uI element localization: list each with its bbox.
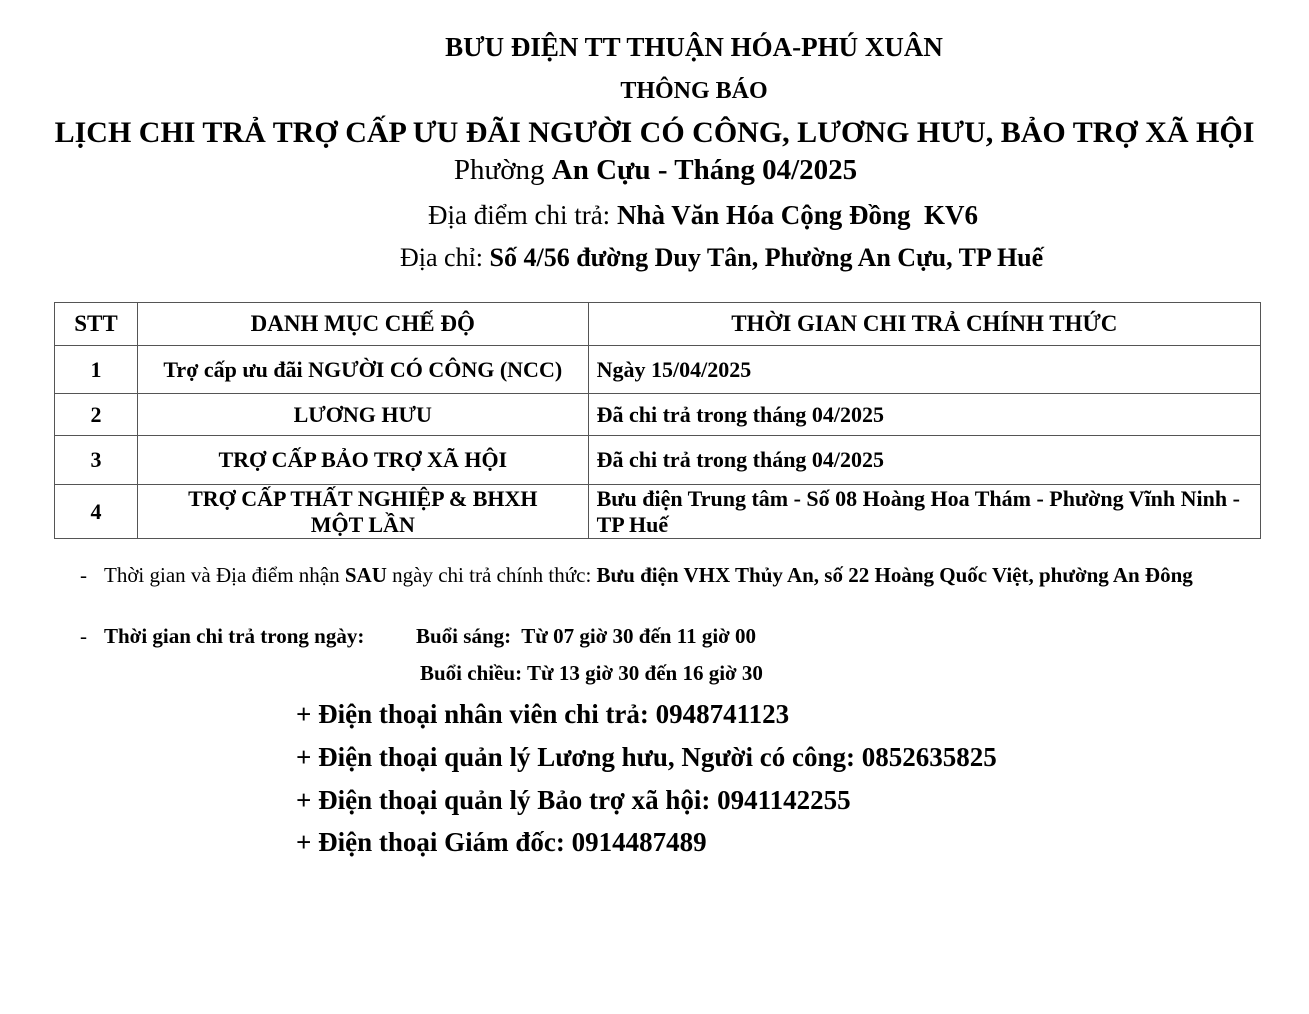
after-payment-note: [80, 562, 1270, 589]
column-header-time: THỜI GIAN CHI TRẢ CHÍNH THỨC: [588, 303, 1260, 346]
director-phone: + Điện thoại Giám đốc: 0914487489: [296, 827, 707, 857]
daily-hours-label: Thời gian chi trả trong ngày:: [104, 624, 365, 648]
after-payment-location: Bưu điện VHX Thủy An, số 22 Hoàng Quốc Việt, phường An Đông: [596, 563, 1193, 587]
table-row: [55, 485, 1261, 539]
address-line: [400, 243, 1043, 273]
venue-value: Nhà Văn Hóa Cộng Đồng KV6: [616, 200, 979, 230]
row-time: Bưu điện Trung tâm - Số 08 Hoàng Hoa Thám - Phường Vĩnh Ninh - TP Huế: [588, 485, 1260, 539]
pension-manager-phone: + Điện thoại quản lý Lương hưu, Người có công: 0852635825: [296, 742, 997, 772]
table-row: [55, 436, 1261, 485]
bullet-dash: -: [80, 624, 87, 648]
afternoon-hours: Buổi chiều: Từ 13 giờ 30 đến 16 giờ 30: [420, 661, 763, 685]
note-text: ngày chi trả chính thức:: [386, 563, 597, 587]
row-stt: 1: [55, 346, 138, 394]
daily-hours-note: [80, 624, 756, 649]
staff-phone: + Điện thoại nhân viên chi trả: 0948741123: [296, 699, 790, 729]
ward-prefix: Phường: [453, 154, 552, 186]
payment-schedule-table: [54, 302, 1261, 539]
row-category: Trợ cấp ưu đãi NGƯỜI CÓ CÔNG (NCC): [137, 346, 588, 394]
row-time: Ngày 15/04/2025: [588, 346, 1260, 394]
morning-hours: Buổi sáng: Từ 07 giờ 30 đến 11 giờ 00: [416, 624, 757, 648]
notice-heading: THÔNG BÁO: [620, 78, 768, 104]
table-row: [55, 346, 1261, 394]
row-category: TRỢ CẤP THẤT NGHIỆP & BHXH MỘT LẦN: [137, 485, 588, 539]
organization-name: BƯU ĐIỆN TT THUẬN HÓA-PHÚ XUÂN: [445, 32, 943, 62]
address-label: Địa chỉ:: [400, 243, 490, 272]
venue-line: [428, 200, 978, 231]
row-stt: 4: [55, 485, 138, 539]
ward-line: [0, 154, 1309, 187]
column-header-stt: STT: [55, 303, 138, 346]
row-stt: 2: [55, 394, 138, 436]
row-category: TRỢ CẤP BẢO TRỢ XÃ HỘI: [137, 436, 588, 485]
note-emphasis: SAU: [344, 563, 387, 587]
table-row: [55, 394, 1261, 436]
row-stt: 3: [55, 436, 138, 485]
social-manager-phone: + Điện thoại quản lý Bảo trợ xã hội: 0941142255: [296, 785, 851, 815]
row-time: Đã chi trả trong tháng 04/2025: [588, 436, 1260, 485]
document-title: LỊCH CHI TRẢ TRỢ CẤP ƯU ĐÃI NGƯỜI CÓ CÔNG, LƯƠNG HƯU, BẢO TRỢ XÃ HỘI: [54, 116, 1255, 149]
ward-name: An Cựu: [551, 154, 651, 186]
note-text: Thời gian và Địa điểm nhận: [104, 563, 345, 587]
ward-month: - Tháng 04/2025: [650, 154, 858, 186]
bullet-dash: -: [80, 563, 87, 587]
venue-label: Địa điểm chi trả:: [428, 200, 617, 230]
column-header-category: DANH MỤC CHẾ ĐỘ: [137, 303, 588, 346]
table-header-row: [55, 303, 1261, 346]
row-time: Đã chi trả trong tháng 04/2025: [588, 394, 1260, 436]
row-category: LƯƠNG HƯU: [137, 394, 588, 436]
address-value: Số 4/56 đường Duy Tân, Phường An Cựu, TP Huế: [489, 243, 1044, 272]
